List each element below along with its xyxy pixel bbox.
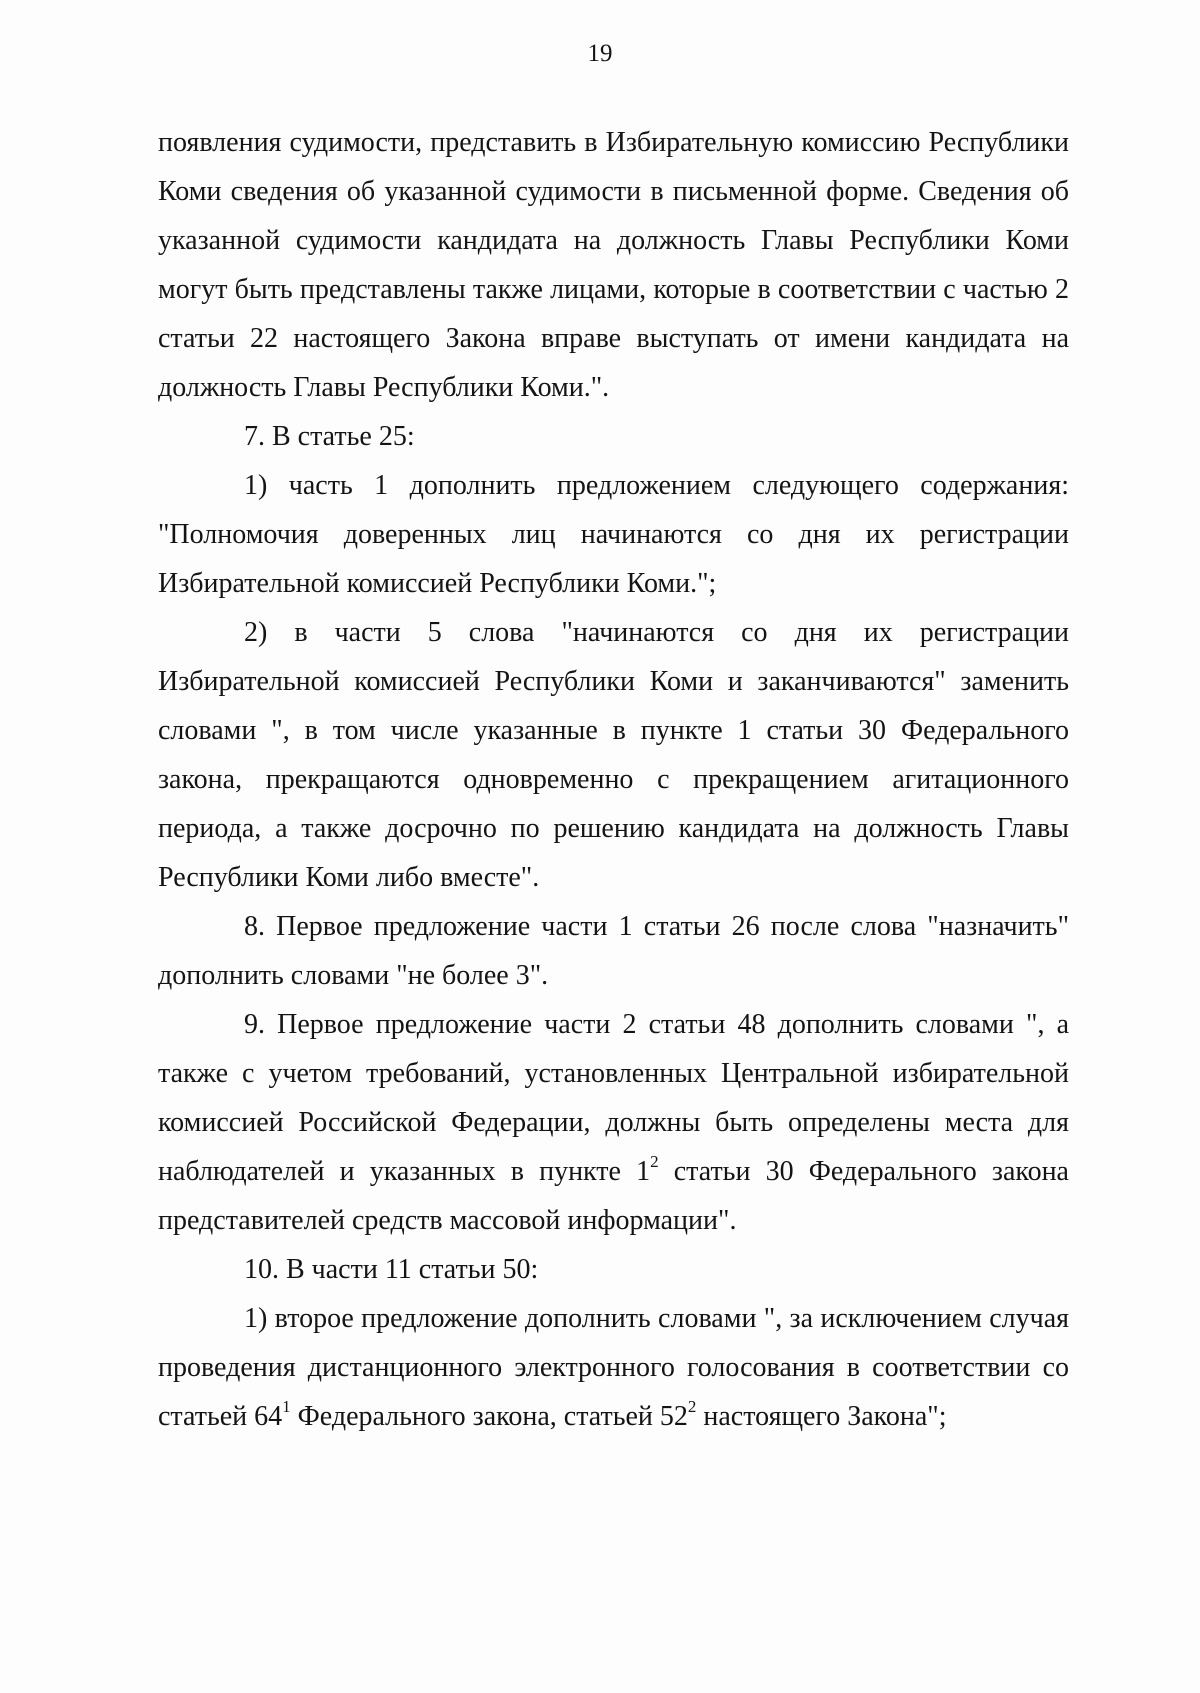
paragraph-article-25-item-2: 2) в части 5 слова "начинаются со дня их регистрации Избирательной комиссией Республики Коми и заканчиваются" заменить словами ", в том числе указанные в пункте 1 статьи 30 Федерального закона, прекращаются одновременно с прекращением агитационного периода, а также досрочно по решению кандидата на должность Главы Республики Коми либо вместе". [158, 617, 1069, 893]
paragraph-text: 9. Первое предложение части 2 статьи 48 дополнить словами ", а также с учетом требований, установленных Центральной избирательной комиссией Российской Федерации, должны быть определены места для наблюдателей и указанных в пункте 1 [158, 1009, 1069, 1187]
paragraph-text: 1) второе предложение дополнить словами ", за исключением случая проведения дистанционного электронного голосования в соответствии со статьей 64 [158, 1303, 1069, 1432]
paragraph-article-25-heading: 7. В статье 25: [244, 421, 415, 452]
paragraph-criminal-record-info: появления судимости, представить в Избирательную комиссию Республики Коми сведения об указанной судимости в письменной форме. Сведения об указанной судимости кандидата на должность Главы Республики Коми могут быть представлены также лицами, которые в соответствии с частью 2 статьи 22 настоящего Закона вправе выступать от имени кандидата на должность Главы Республики Коми.". [158, 127, 1069, 403]
superscript: 2 [687, 1396, 697, 1416]
paragraph-text: настоящего Закона"; [696, 1401, 947, 1432]
paragraph-article-25-item-1: 1) часть 1 дополнить предложением следующего содержания: "Полномочия доверенных лиц начинаются со дня их регистрации Избирательной комиссией Республики Коми."; [158, 470, 1069, 599]
paragraph-text: Федерального закона, статьей 52 [290, 1401, 688, 1432]
paragraph-article-48-amendment [158, 1000, 1069, 1245]
paragraph-article-50-heading: 10. В части 11 статьи 50: [244, 1254, 539, 1285]
page-number: 19 [587, 40, 613, 67]
paragraph-text: статьи 30 Федерального закона представителей средств массовой информации". [158, 1156, 1069, 1236]
paragraph-article-26-amendment: 8. Первое предложение части 1 статьи 26 после слова "назначить" дополнить словами "не более 3". [158, 911, 1069, 991]
superscript: 2 [650, 1151, 659, 1171]
superscript: 1 [282, 1396, 291, 1416]
paragraph-article-50-item-1 [158, 1294, 1069, 1441]
document-body [158, 118, 1069, 1441]
